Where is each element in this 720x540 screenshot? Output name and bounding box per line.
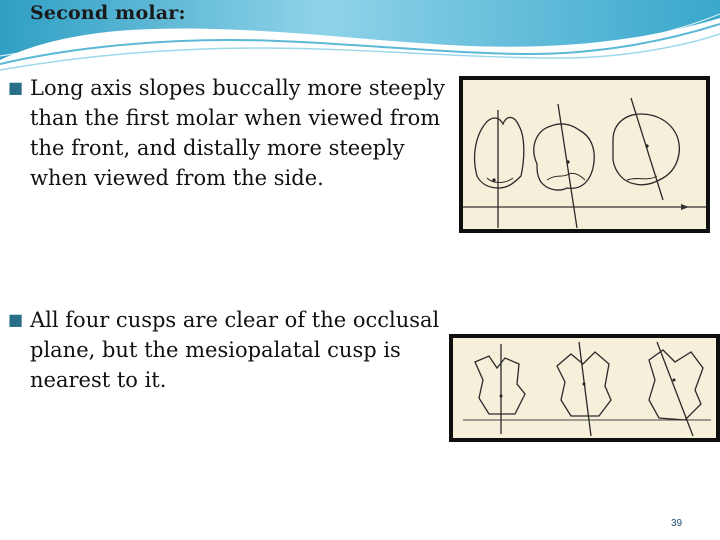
bullet-long-axis (8, 73, 450, 193)
bullet-marker-icon: ■ (8, 78, 24, 97)
figure-front-view-molars (459, 76, 710, 233)
molar-front-view-diagram (463, 80, 706, 229)
bullet-marker-icon: ■ (8, 310, 24, 329)
figure-side-view-molars (449, 334, 720, 442)
bullet-cusps (8, 305, 450, 395)
bullet-text: Long axis slopes buccally more steeply than the first molar when viewed from the front, and distally more steeply when viewed from the side. (30, 76, 445, 190)
molar-side-view-diagram (453, 338, 716, 438)
slide-title: Second molar: (30, 2, 186, 24)
bullet-text: All four cusps are clear of the occlusal plane, but the mesiopalatal cusp is nearest to it. (30, 308, 440, 392)
page-number: 39 (671, 518, 683, 529)
